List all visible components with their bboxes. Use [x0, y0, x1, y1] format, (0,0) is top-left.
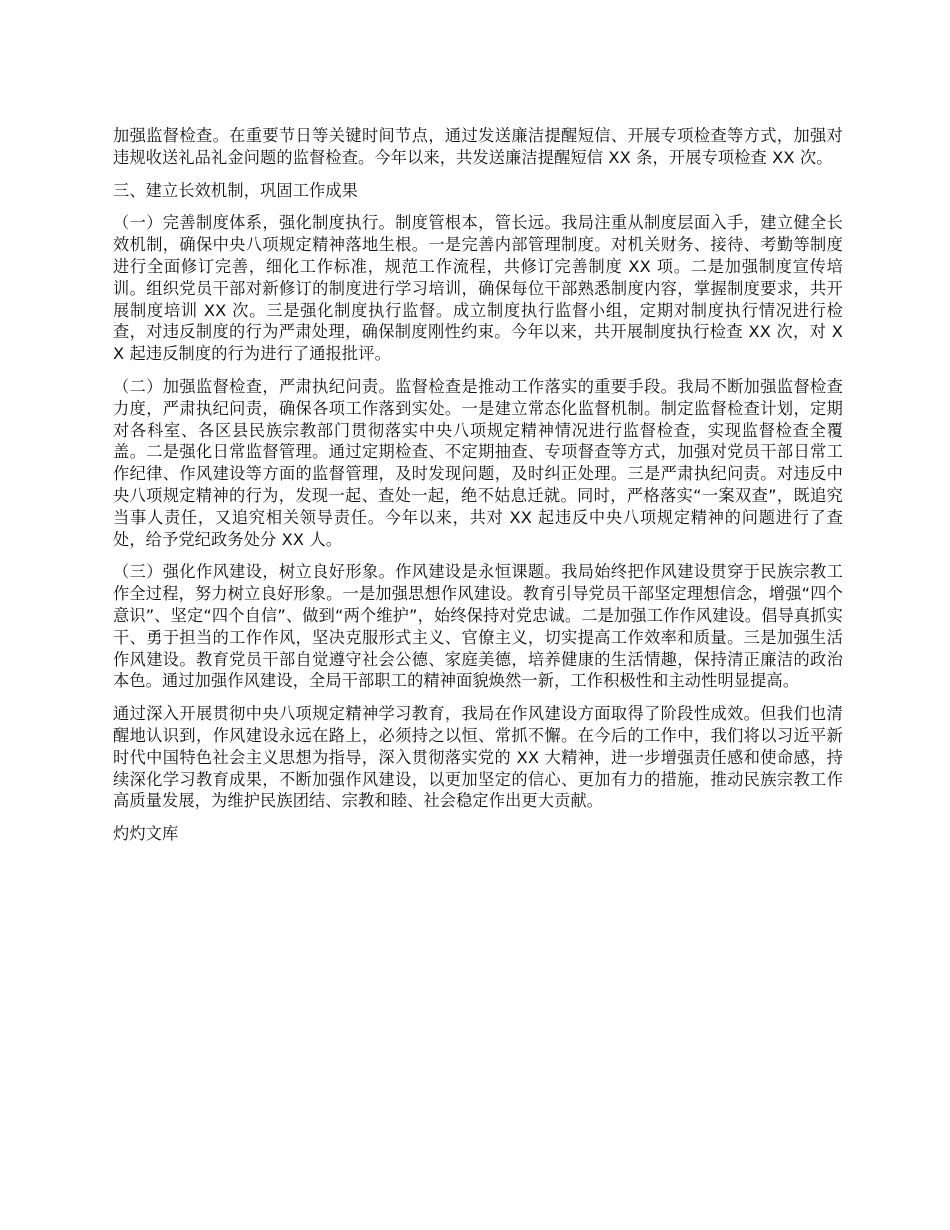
paragraph-supervision-accountability: （二）加强监督检查，严肃执纪问责。监督检查是推动工作落实的重要手段。我局不断加强监督检查力度，严肃执纪问责，确保各项工作落到实处。一是建立常态化监督机制。制定监督检查计划，定期对各科室、各区县民族宗教部门贯彻落实中央八项规定精神情况进行监督检查，实现监督检查全覆盖。二是强化日常监督管理。通过定期检查、不定期抽查、专项督查等方式，加强对党员干部日常工作纪律、作风建设等方面的监督管理，及时发现问题，及时纠正处理。三是严肃执纪问责。对违反中央八项规定精神的行为，发现一起、查处一起，绝不姑息迁就。同时，严格落实“一案双查”，既追究当事人责任，又追究相关领导责任。今年以来，共对 XX 起违反中央八项规定精神的问题进行了查处，给予党纪政务处分 XX 人。	[113, 376, 843, 549]
section-heading-long-term-mechanism: 三、建立长效机制，巩固工作成果	[113, 180, 359, 200]
paragraph-work-style-building: （三）强化作风建设，树立良好形象。作风建设是永恒课题。我局始终把作风建设贯穿于民族宗教工作全过程，努力树立良好形象。一是加强思想作风建设。教育引导党员干部坚定理想信念，增强“四个意识”、坚定“四个自信”、做到“两个维护”，始终保持对党忠诚。二是加强工作作风建设。倡导真抓实干、勇于担当的工作作风，坚决克服形式主义、官僚主义，切实提高工作效率和质量。三是加强生活作风建设。教育党员干部自觉遵守社会公德、家庭美德，培养健康的生活情趣，保持清正廉洁的政治本色。通过加强作风建设，全局干部职工的精神面貌焕然一新，工作积极性和主动性明显提高。	[113, 562, 843, 691]
paragraph-conclusion: 通过深入开展贯彻中央八项规定精神学习教育，我局在作风建设方面取得了阶段性成效。但我们也清醒地认识到，作风建设永远在路上，必须持之以恒、常抓不懈。在今后的工作中，我们将以习近平新时代中国特色社会主义思想为指导，深入贯彻落实党的 XX 大精神，进一步增强责任感和使命感，持续深化学习教育成果，不断加强作风建设，以更加坚定的信心、更加有力的措施，推动民族宗教工作高质量发展，为维护民族团结、宗教和睦、社会稳定作出更大贡献。	[113, 704, 843, 811]
source-label: 灼灼文库	[113, 824, 179, 844]
paragraph-institution-system: （一）完善制度体系，强化制度执行。制度管根本，管长远。我局注重从制度层面入手，建立健全长效机制，确保中央八项规定精神落地生根。一是完善内部管理制度。对机关财务、接待、考勤等制度进行全面修订完善，细化工作标准，规范工作流程，共修订完善制度 XX 项。二是加强制度宣传培训。组织党员干部对新修订的制度进行学习培训，确保每位干部熟悉制度内容，掌握制度要求，共开展制度培训 XX 次。三是强化制度执行监督。成立制度执行监督小组，定期对制度执行情况进行检查，对违反制度的行为严肃处理，确保制度刚性约束。今年以来，共开展制度执行检查 XX 次，对 XX 起违反制度的行为进行了通报批评。	[113, 213, 843, 364]
paragraph-supervision-inspection-tail: 加强监督检查。在重要节日等关键时间节点，通过发送廉洁提醒短信、开展专项检查等方式，加强对违规收送礼品礼金问题的监督检查。今年以来，共发送廉洁提醒短信 XX 条，开展专项检查 XX 次。	[113, 126, 843, 167]
document-body	[113, 125, 843, 845]
